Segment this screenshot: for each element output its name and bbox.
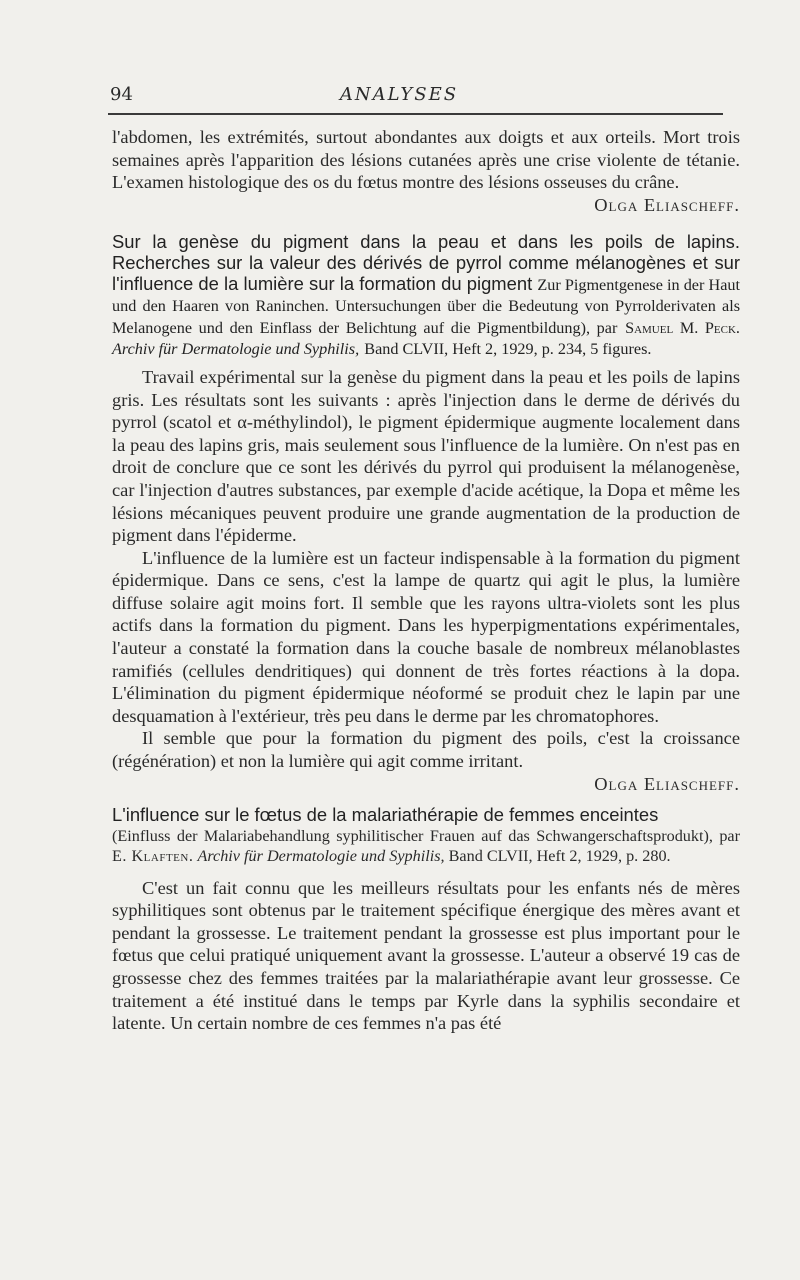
article-1-paragraph-2: L'influence de la lumière est un facteur indispensable à la formation du pigment épidermique. Dans ce sens, c'est la lampe de quartz qui agit le plus, la lumière diffuse solaire agit moins fort. Il semble que les rayons ultra-violets sont les plus actifs dans la formation du pigment. Dans les hyperpigmentations expérimentales, l'auteur a constaté la formation dans la couche basale de nombreux mélanoblastes ramifiés (cellules dendritiques) qui donnent de très fortes réactions à la dopa. L'élimination du pigment épidermique néoformé se produit chez le lapin par une desquamation à l'extérieur, très peu dans le derme par les chromatophores. xyxy=(112,547,740,726)
intro-signature: Olga Eliascheff. xyxy=(594,194,740,215)
article-1-title-text: Sur la genèse du pigment dans la peau et dans les poils de lapins. Recherches sur la valeur des dérivés de pyrrol comme mélanogènes et sur l'influence de la lumière sur la formation du pigment xyxy=(112,231,740,294)
article-1-paragraph-1: Travail expérimental sur la genèse du pigment dans la peau et les poils de lapins gris. Les résultats sont les suivants : après l'injection dans le derme de dérivés du pyrrol (scatol et α-méthylindol), le pigment épidermique augmente localement dans la peau des lapins gris, mais seulement sous l'influence de la lumière. On n'est pas en droit de conclure que ce sont les dérivés du pyrrol qui produisent la mélanogenèse, car l'injection d'autres substances, par exemple d'acide acétique, la Dopa et même les lésions mécaniques peuvent produire une grande augmentation de la production de pigment dans l'épiderme. xyxy=(112,366,740,546)
article-1 xyxy=(112,232,740,795)
page-number: 94 xyxy=(110,84,133,105)
article-1-journal: Archiv für Dermatologie und Syphilis, xyxy=(112,340,360,359)
article-1-paragraph-3: Il semble que pour la formation du pigment des poils, c'est la croissance (régénération) et non la lumière qui agit comme irritant. xyxy=(112,728,740,772)
article-2-author: E. Klaften. xyxy=(112,847,194,866)
article-2-paragraph-1: C'est un fait connu que les meilleurs résultats pour les enfants nés de mères syphilitiques sont obtenus par le traitement spécifique énergique des mères avant et pendant la grossesse. Le traitement pendant la grossesse est plus important pour le fœtus que celui pratiqué uniquement avant la grossesse. L'auteur a observé 19 cas de grossesse chez des femmes traitées par la malariathérapie avant leur grossesse. Ce traitement a été institué dans le temps par Kyrle dans la syphilis secondaire et latente. Un certain nombre de ces femmes n'a pas été xyxy=(112,877,740,1034)
article-2 xyxy=(112,805,740,1035)
page-content xyxy=(112,126,740,1035)
article-1-ref-details: Band CLVII, Heft 2, 1929, p. 234, 5 figures. xyxy=(364,340,652,359)
article-1-title xyxy=(112,232,740,360)
article-1-original-title: Zur Pigmentgenese in der Haut und den Haaren von Raninchen. Untersuchungen über die Bedeutung von Pyrrolderivaten als Melanogene und den Einflass der Belichtung auf die Pigmentbildung), par xyxy=(112,275,740,337)
article-2-reference xyxy=(112,826,740,867)
article-2-ref-details: Band CLVII, Heft 2, 1929, p. 280. xyxy=(448,847,671,866)
article-1-signature: Olga Eliascheff. xyxy=(594,773,740,794)
running-head xyxy=(100,84,698,110)
intro-paragraph: l'abdomen, les extrémités, surtout abondantes aux doigts et aux orteils. Mort trois semaines après l'apparition des lésions cutanées après une crise violente de tétanie. L'examen histologique des os du fœtus montre des lésions osseuses du crâne. xyxy=(112,127,740,193)
article-2-title: L'influence sur le fœtus de la malariathérapie de femmes enceintes xyxy=(112,804,659,826)
article-2-journal: Archiv für Dermatologie und Syphilis, xyxy=(197,847,445,866)
header-rule xyxy=(108,113,723,115)
running-title: ANALYSES xyxy=(339,84,459,105)
article-2-original-title: (Einfluss der Malariabehandlung syphilitischer Frauen auf das Schwangerschaftsprodukt), par xyxy=(112,826,740,845)
article-1-author: Samuel M. Peck. xyxy=(625,318,740,337)
